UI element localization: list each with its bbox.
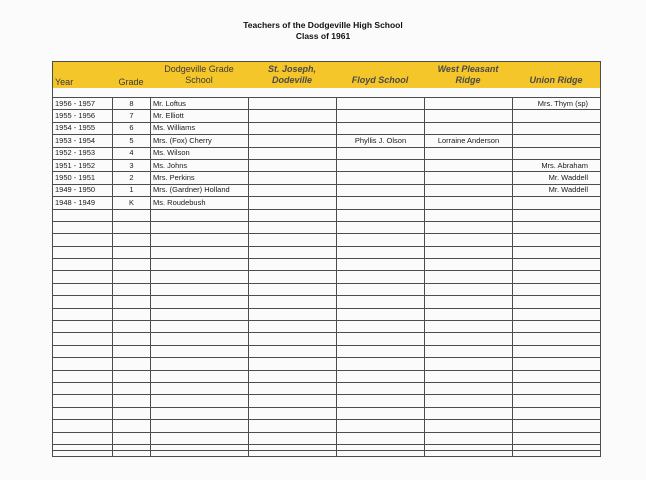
cell-dodgeville [151, 321, 249, 333]
table-row [53, 159, 601, 171]
cell-floyd [337, 246, 425, 258]
cell-dodgeville [151, 407, 249, 419]
cell-grade: K [113, 197, 151, 209]
cell-dodgeville [151, 283, 249, 295]
cell-unionridge: Mr. Waddell [513, 184, 601, 196]
cell-stjoseph [249, 271, 337, 283]
cell-stjoseph [249, 110, 337, 122]
cell-floyd [337, 432, 425, 444]
cell-floyd [337, 370, 425, 382]
cell-year [53, 296, 113, 308]
cell-grade: 1 [113, 184, 151, 196]
cell-westpleasant: Lorraine Anderson [425, 135, 513, 147]
cell-grade: 3 [113, 159, 151, 171]
cell-year: 1949 - 1950 [53, 184, 113, 196]
cell-unionridge [513, 432, 601, 444]
table-row-empty [53, 395, 601, 407]
cell-year [53, 370, 113, 382]
cell-floyd [337, 197, 425, 209]
table-row-empty [53, 283, 601, 295]
cell-grade: 2 [113, 172, 151, 184]
cell-floyd [337, 221, 425, 233]
cell-unionridge [513, 135, 601, 147]
table-row [53, 98, 601, 110]
table-row-empty [53, 209, 601, 221]
table-row [53, 122, 601, 134]
cell-floyd [337, 259, 425, 271]
cell-stjoseph [249, 209, 337, 221]
cell-floyd [337, 172, 425, 184]
cell-stjoseph [249, 234, 337, 246]
cell-year: 1954 - 1955 [53, 122, 113, 134]
column-header-year: Year [55, 77, 74, 87]
table-row [53, 110, 601, 122]
cell-stjoseph [249, 345, 337, 357]
cell-dodgeville [151, 221, 249, 233]
cell-stjoseph [249, 259, 337, 271]
cell-westpleasant [425, 122, 513, 134]
column-header-westpleasant-line1: West Pleasant [437, 64, 499, 74]
cell-westpleasant [425, 110, 513, 122]
cell-westpleasant [425, 308, 513, 320]
cell-unionridge [513, 234, 601, 246]
cell-dodgeville [151, 209, 249, 221]
cell-year: 1952 - 1953 [53, 147, 113, 159]
cell-westpleasant [425, 345, 513, 357]
cell-westpleasant [425, 209, 513, 221]
cell-year: 1956 - 1957 [53, 98, 113, 110]
cell-stjoseph [249, 197, 337, 209]
cell-unionridge [513, 395, 601, 407]
cell-floyd: Phyllis J. Olson [337, 135, 425, 147]
table-row-empty [53, 345, 601, 357]
cell-westpleasant [425, 444, 513, 456]
cell-grade [113, 345, 151, 357]
cell-floyd [337, 420, 425, 432]
cell-unionridge [513, 271, 601, 283]
cell-floyd [337, 296, 425, 308]
cell-stjoseph [249, 246, 337, 258]
table-row [53, 197, 601, 209]
table-row-empty [53, 246, 601, 258]
cell-grade: 8 [113, 98, 151, 110]
cell-floyd [337, 283, 425, 295]
cell-year [53, 283, 113, 295]
cell-westpleasant [425, 147, 513, 159]
cell-grade [113, 370, 151, 382]
cell-dodgeville [151, 333, 249, 345]
cell-unionridge [513, 444, 601, 456]
cell-dodgeville [151, 395, 249, 407]
cell-westpleasant [425, 234, 513, 246]
cell-westpleasant [425, 382, 513, 394]
cell-unionridge [513, 246, 601, 258]
cell-floyd [337, 98, 425, 110]
cell-dodgeville [151, 234, 249, 246]
table-row-empty [53, 259, 601, 271]
cell-floyd [337, 395, 425, 407]
cell-dodgeville [151, 432, 249, 444]
cell-year [53, 358, 113, 370]
cell-floyd [337, 308, 425, 320]
cell-westpleasant [425, 321, 513, 333]
cell-dodgeville [151, 345, 249, 357]
cell-grade: 7 [113, 110, 151, 122]
cell-unionridge [513, 345, 601, 357]
column-header-dodgeville-line2: School [185, 75, 213, 85]
table-row-empty [53, 432, 601, 444]
cell-grade [113, 321, 151, 333]
cell-year [53, 308, 113, 320]
cell-stjoseph [249, 395, 337, 407]
cell-year: 1953 - 1954 [53, 135, 113, 147]
cell-dodgeville: Mrs. Perkins [151, 172, 249, 184]
cell-unionridge: Mr. Waddell [513, 172, 601, 184]
cell-westpleasant [425, 358, 513, 370]
cell-grade [113, 246, 151, 258]
cell-unionridge [513, 296, 601, 308]
column-header-dodgeville-line1: Dodgeville Grade [164, 64, 234, 74]
cell-dodgeville [151, 308, 249, 320]
cell-year [53, 395, 113, 407]
cell-dodgeville [151, 370, 249, 382]
cell-dodgeville: Ms. Wilson [151, 147, 249, 159]
table-row-empty [53, 407, 601, 419]
cell-floyd [337, 407, 425, 419]
cell-floyd [337, 333, 425, 345]
cell-westpleasant [425, 283, 513, 295]
cell-year [53, 345, 113, 357]
cell-stjoseph [249, 122, 337, 134]
cell-stjoseph [249, 98, 337, 110]
cell-grade [113, 296, 151, 308]
cell-grade: 6 [113, 122, 151, 134]
cell-year [53, 221, 113, 233]
cell-stjoseph [249, 420, 337, 432]
cell-grade [113, 221, 151, 233]
cell-grade [113, 234, 151, 246]
cell-floyd [337, 234, 425, 246]
table-row-empty [53, 321, 601, 333]
cell-unionridge [513, 333, 601, 345]
cell-stjoseph [249, 321, 337, 333]
table-row [53, 184, 601, 196]
cell-unionridge [513, 308, 601, 320]
cell-unionridge [513, 197, 601, 209]
cell-unionridge [513, 382, 601, 394]
cell-dodgeville: Ms. Roudebush [151, 197, 249, 209]
cell-grade [113, 271, 151, 283]
cell-grade [113, 259, 151, 271]
cell-dodgeville: Ms. Williams [151, 122, 249, 134]
cell-westpleasant [425, 221, 513, 233]
cell-westpleasant [425, 197, 513, 209]
column-header-unionridge: Union Ridge [529, 75, 583, 85]
cell-dodgeville [151, 259, 249, 271]
cell-westpleasant [425, 246, 513, 258]
cell-westpleasant [425, 395, 513, 407]
table-row [53, 135, 601, 147]
cell-dodgeville [151, 246, 249, 258]
cell-stjoseph [249, 159, 337, 171]
cell-dodgeville: Mr. Loftus [151, 98, 249, 110]
cell-stjoseph [249, 407, 337, 419]
cell-unionridge: Mrs. Thym (sp) [513, 98, 601, 110]
cell-dodgeville: Ms. Johns [151, 159, 249, 171]
cell-year [53, 444, 113, 456]
column-header-grade: Grade [118, 77, 144, 87]
document-title: Teachers of the Dodgeville High School [243, 20, 403, 30]
cell-year: 1955 - 1956 [53, 110, 113, 122]
cell-floyd [337, 444, 425, 456]
table-row-empty [53, 308, 601, 320]
cell-grade: 4 [113, 147, 151, 159]
cell-dodgeville [151, 420, 249, 432]
cell-grade [113, 395, 151, 407]
cell-dodgeville: Mrs. (Gardner) Holland [151, 184, 249, 196]
cell-westpleasant [425, 259, 513, 271]
cell-year [53, 209, 113, 221]
cell-unionridge [513, 407, 601, 419]
cell-unionridge [513, 259, 601, 271]
cell-year [53, 432, 113, 444]
table-row-empty [53, 444, 601, 456]
cell-year: 1950 - 1951 [53, 172, 113, 184]
column-header-westpleasant-line2: Ridge [455, 75, 481, 85]
cell-stjoseph [249, 172, 337, 184]
cell-dodgeville: Mr. Elliott [151, 110, 249, 122]
cell-year [53, 246, 113, 258]
cell-westpleasant [425, 271, 513, 283]
table-row-empty [53, 370, 601, 382]
cell-dodgeville [151, 296, 249, 308]
cell-year [53, 234, 113, 246]
table-row-empty [53, 296, 601, 308]
column-header-dodgeville [150, 64, 248, 86]
cell-floyd [337, 122, 425, 134]
cell-dodgeville [151, 444, 249, 456]
cell-stjoseph [249, 308, 337, 320]
cell-floyd [337, 382, 425, 394]
cell-year [53, 382, 113, 394]
table-row-empty [53, 271, 601, 283]
cell-stjoseph [249, 221, 337, 233]
cell-westpleasant [425, 98, 513, 110]
cell-year [53, 321, 113, 333]
cell-grade [113, 283, 151, 295]
cell-floyd [337, 271, 425, 283]
cell-floyd [337, 184, 425, 196]
column-header-floyd: Floyd School [351, 75, 409, 85]
cell-grade [113, 333, 151, 345]
table-row-empty [53, 221, 601, 233]
table-row-empty [53, 420, 601, 432]
cell-grade [113, 432, 151, 444]
cell-stjoseph [249, 358, 337, 370]
cell-unionridge [513, 110, 601, 122]
cell-stjoseph [249, 147, 337, 159]
cell-westpleasant [425, 407, 513, 419]
cell-unionridge [513, 321, 601, 333]
cell-stjoseph [249, 370, 337, 382]
cell-floyd [337, 358, 425, 370]
cell-year [53, 407, 113, 419]
cell-unionridge [513, 370, 601, 382]
teachers-table [52, 97, 601, 457]
cell-floyd [337, 321, 425, 333]
table-row-empty [53, 358, 601, 370]
cell-dodgeville [151, 358, 249, 370]
cell-year [53, 259, 113, 271]
cell-unionridge [513, 221, 601, 233]
cell-westpleasant [425, 432, 513, 444]
cell-westpleasant [425, 172, 513, 184]
table-row [53, 147, 601, 159]
cell-westpleasant [425, 333, 513, 345]
cell-grade [113, 407, 151, 419]
cell-dodgeville: Mrs. (Fox) Cherry [151, 135, 249, 147]
cell-unionridge [513, 420, 601, 432]
cell-grade [113, 308, 151, 320]
cell-stjoseph [249, 184, 337, 196]
document-subtitle: Class of 1961 [295, 31, 351, 41]
cell-unionridge [513, 358, 601, 370]
column-header-stjoseph [248, 64, 336, 86]
cell-stjoseph [249, 296, 337, 308]
cell-unionridge [513, 147, 601, 159]
cell-dodgeville [151, 382, 249, 394]
cell-unionridge [513, 283, 601, 295]
cell-westpleasant [425, 296, 513, 308]
cell-unionridge: Mrs. Abraham [513, 159, 601, 171]
cell-grade [113, 382, 151, 394]
cell-unionridge [513, 122, 601, 134]
column-header-stjoseph-line2: Dodeville [271, 75, 312, 85]
cell-floyd [337, 110, 425, 122]
cell-floyd [337, 209, 425, 221]
cell-year [53, 420, 113, 432]
table-row-empty [53, 333, 601, 345]
table-row-empty [53, 382, 601, 394]
cell-grade [113, 444, 151, 456]
column-header-westpleasant [424, 64, 512, 86]
cell-westpleasant [425, 370, 513, 382]
cell-year [53, 333, 113, 345]
cell-stjoseph [249, 432, 337, 444]
cell-year: 1948 - 1949 [53, 197, 113, 209]
cell-grade [113, 209, 151, 221]
cell-stjoseph [249, 333, 337, 345]
cell-floyd [337, 345, 425, 357]
cell-westpleasant [425, 420, 513, 432]
column-header-stjoseph-line1: St. Joseph, [267, 64, 316, 74]
cell-grade [113, 420, 151, 432]
cell-westpleasant [425, 184, 513, 196]
cell-unionridge [513, 209, 601, 221]
cell-stjoseph [249, 135, 337, 147]
cell-dodgeville [151, 271, 249, 283]
cell-year: 1951 - 1952 [53, 159, 113, 171]
table-row [53, 172, 601, 184]
cell-year [53, 271, 113, 283]
cell-floyd [337, 147, 425, 159]
cell-stjoseph [249, 283, 337, 295]
cell-floyd [337, 159, 425, 171]
cell-stjoseph [249, 382, 337, 394]
cell-westpleasant [425, 159, 513, 171]
table-row-empty [53, 234, 601, 246]
cell-stjoseph [249, 444, 337, 456]
cell-grade: 5 [113, 135, 151, 147]
cell-grade [113, 358, 151, 370]
